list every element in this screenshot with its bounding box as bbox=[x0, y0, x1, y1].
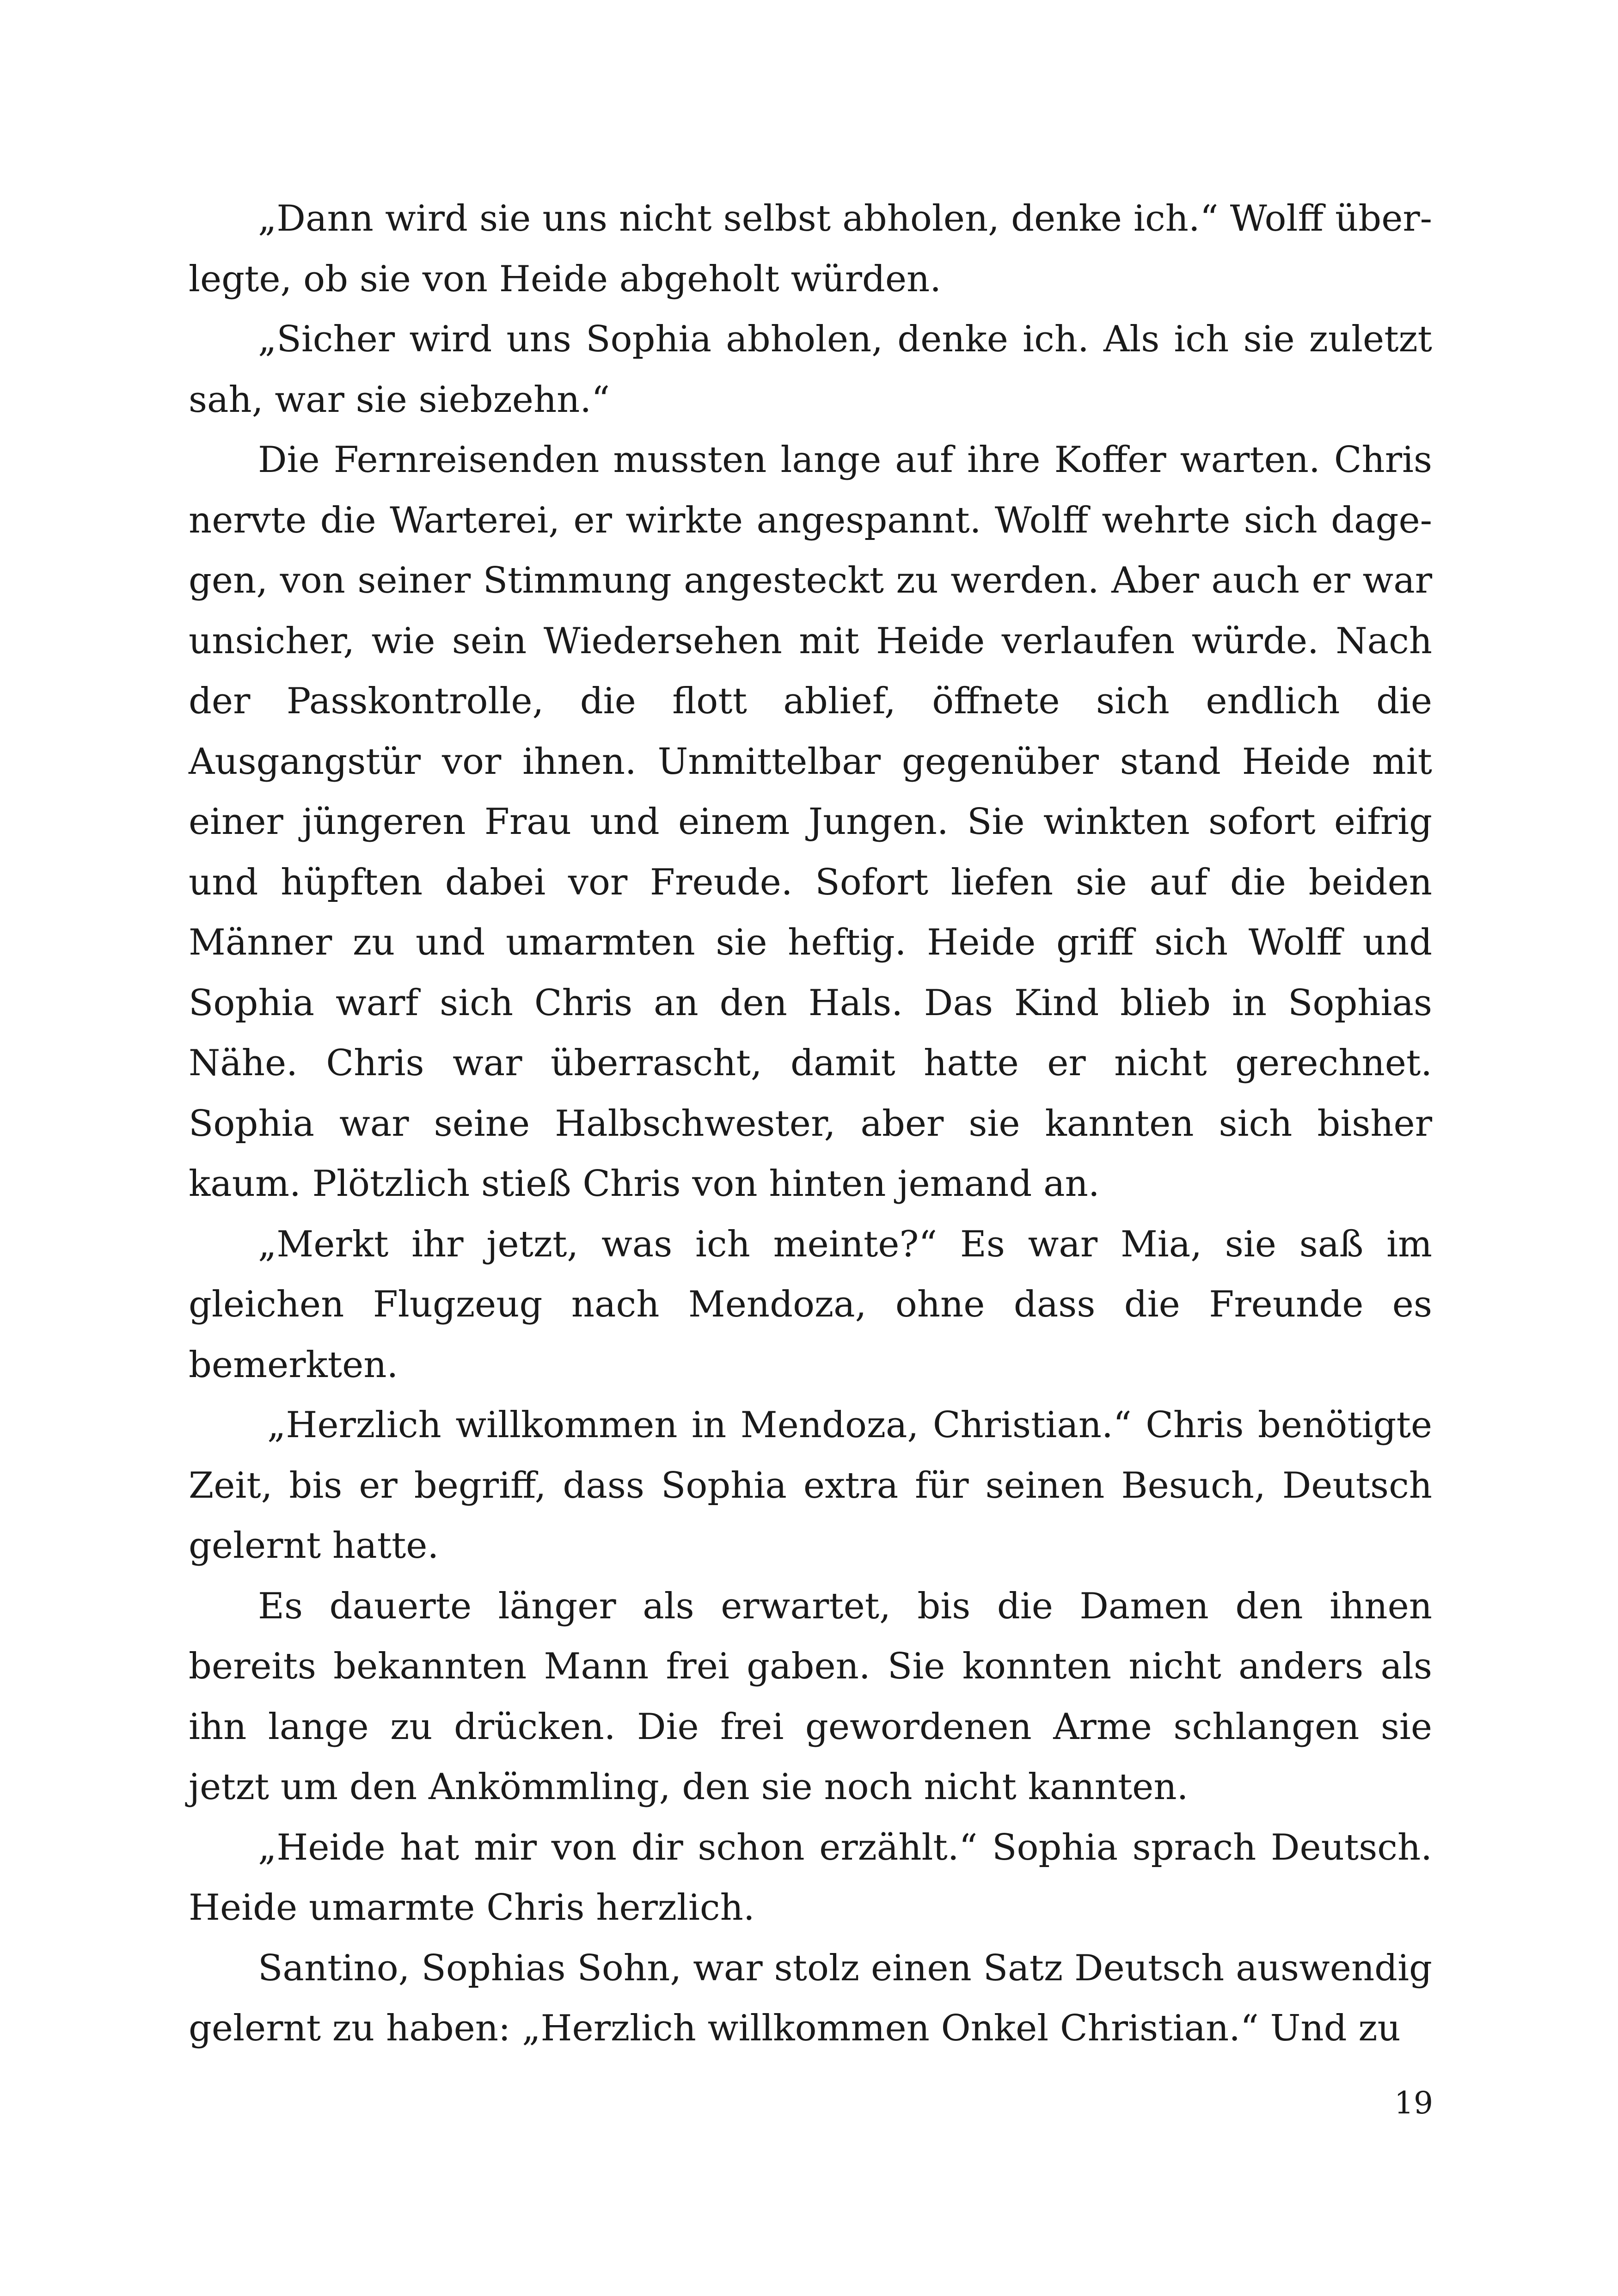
page-number: 19 bbox=[1394, 2085, 1433, 2121]
paragraph-6: Es dauerte länger als erwartet, bis die Damen den ihnen bereits bekannten Mann frei gaben. Sie konnten nicht anders als ihn lange zu drücken. Die frei gewordenen Arme schlangen sie jetzt um den Ankömmling, den sie noch nicht kannten. bbox=[189, 1585, 1432, 1808]
paragraph-3: Die Fernreisenden mussten lange auf ihre Koffer warten. Chris nervte die Warterei, er wirkte angespannt. Wolff wehrte sich dagegen, von seiner Stimmung angesteckt zu werden. Aber auch er war unsicher, wie sein Wiedersehen mit Heide verlaufen würde. Nach der Passkontrolle, die flott ablief, öffnete sich endlich die Ausgangstür vor ihnen. Unmittelbar gegenüber stand Heide mit einer jüngeren Frau und einem Jungen. Sie winkten sofort eifrig und hüpften dabei vor Freude. Sofort liefen sie auf die beiden Männer zu und umarmten sie heftig. Heide griff sich Wolff und Sophia warf sich Chris an den Hals. Das Kind blieb in Sophias Nähe. Chris war überrascht, damit hatte er nicht gerechnet. Sophia war seine Halbschwester, aber sie kannten sich bisher kaum. Plötzlich stieß Chris von hinten jemand an. bbox=[189, 439, 1432, 1205]
paragraph-2: „Sicher wird uns Sophia abholen, denke ich. Als ich sie zuletzt sah, war sie siebzehn.“ bbox=[189, 318, 1432, 421]
paragraph-5: „Herzlich willkommen in Mendoza, Christian.“ Chris benötigte Zeit, bis er begriff, dass Sophia extra für seinen Besuch, Deutsch gelernt hatte. bbox=[189, 1404, 1432, 1567]
paragraph-4: „Merkt ihr jetzt, was ich meinte?“ Es war Mia, sie saß im gleichen Flugzeug nach Mendoza, ohne dass die Freunde es bemerkten. bbox=[189, 1223, 1432, 1386]
paragraph-1: „Dann wird sie uns nicht selbst abholen, denke ich.“ Wolff überlegte, ob sie von Heide abgeholt würden. bbox=[189, 198, 1432, 300]
body-text bbox=[189, 189, 1432, 2059]
paragraph-7: „Heide hat mir von dir schon erzählt.“ Sophia sprach Deutsch. Heide umarmte Chris herzlich. bbox=[189, 1826, 1432, 1929]
paragraph-8: Santino, Sophias Sohn, war stolz einen Satz Deutsch auswendig gelernt zu haben: „Herzlich willkommen Onkel Christian.“ Und zu bbox=[189, 1947, 1432, 2049]
